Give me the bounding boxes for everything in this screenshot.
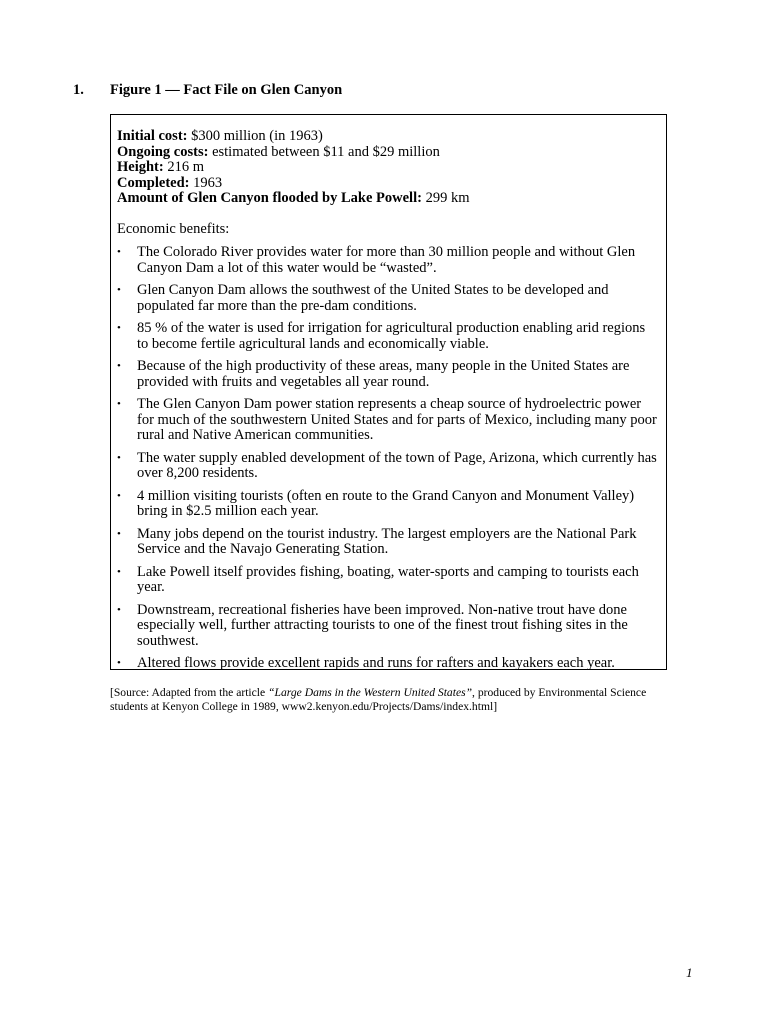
list-item-text: The water supply enabled development of the town of Page, Arizona, which currently has over 8,200 residents. — [137, 449, 657, 481]
fact-height — [117, 160, 658, 176]
fact-label: Ongoing costs: — [117, 143, 209, 160]
bullet-icon: • — [117, 657, 121, 669]
benefits-title: Economic benefits: — [117, 220, 230, 237]
source-prefix: [Source: Adapted from the article — [110, 686, 269, 699]
list-item — [117, 656, 658, 672]
list-item — [117, 359, 658, 390]
fact-label: Completed: — [117, 174, 190, 191]
list-item — [117, 527, 658, 558]
list-item-text: Altered flows provide excellent rapids and runs for rafters and kayakers each year. — [137, 655, 615, 671]
source-article-title: “Large Dams in the Western United States” — [268, 686, 473, 699]
bullet-icon: • — [117, 451, 121, 464]
list-item-text: 4 million visiting tourists (often en route to the Grand Canyon and Monument Valley) bring in $2.5 million each year. — [137, 487, 635, 519]
list-item-text: 85 % of the water is used for irrigation for agricultural production enabling arid regions to become fertile agricultural lands and economically viable. — [137, 320, 646, 352]
source-suffix: , produced by Environmental Science students at Kenyon College in 1989, www2.kenyon.edu/Projects/Dams/index.html] — [110, 686, 647, 713]
list-item-text: Because of the high productivity of these areas, many people in the United States are provided with fruits and vegetables all year round. — [137, 358, 630, 390]
bullet-icon: • — [117, 603, 121, 616]
fact-label: Amount of Glen Canyon flooded by Lake Powell: — [117, 190, 422, 206]
bullet-icon: • — [117, 360, 121, 372]
fact-value: $300 million (in 1963) — [187, 128, 323, 144]
fact-label: Initial cost: — [117, 128, 188, 144]
fact-completed — [117, 176, 658, 192]
list-item — [117, 565, 658, 596]
list-item-text: The Colorado River provides water for more than 30 million people and without Glen Canyon Dam a lot of this water would be “wasted”. — [137, 244, 636, 276]
bullet-icon: • — [117, 246, 121, 258]
bullet-icon: • — [117, 489, 121, 502]
fact-value: 216 m — [163, 159, 204, 175]
fact-ongoing-costs — [117, 145, 658, 161]
fact-value: estimated between $11 and $29 million — [208, 143, 440, 160]
fact-file-box — [110, 114, 667, 670]
bullet-icon: • — [117, 322, 121, 334]
list-item-text: Lake Powell itself provides fishing, boating, water-sports and camping to tourists each year. — [137, 563, 639, 595]
fact-value: 299 km — [421, 190, 470, 206]
fact-initial-cost — [117, 129, 658, 145]
list-item — [117, 321, 658, 352]
fact-list — [117, 129, 658, 207]
question-number: 1. — [73, 82, 84, 98]
list-item — [117, 283, 658, 314]
fact-label: Height: — [117, 159, 164, 175]
bullet-icon: • — [117, 284, 121, 296]
bullet-icon: • — [117, 527, 121, 540]
list-item-text: Downstream, recreational fisheries have been improved. Non-native trout have done especially well, further attracting tourists to one of the finest trout fishing sites in the southwest. — [137, 601, 628, 649]
list-item-text: Glen Canyon Dam allows the southwest of the United States to be developed and populated far more than the pre-dam conditions. — [137, 282, 609, 314]
bullet-icon: • — [117, 565, 121, 578]
page-number: 1 — [686, 965, 693, 980]
list-item — [117, 603, 658, 650]
list-item — [117, 489, 658, 520]
bullet-icon: • — [117, 398, 121, 410]
figure-title: Figure 1 — Fact File on Glen Canyon — [110, 82, 343, 98]
fact-flooded-amount — [117, 191, 658, 207]
list-item — [117, 451, 658, 482]
list-item-text: The Glen Canyon Dam power station represents a cheap source of hydroelectric power for much of the southwestern United States and for parts of Mexico, including many poor rural and Native American communities. — [137, 396, 657, 443]
list-item — [117, 245, 658, 276]
list-item — [117, 397, 658, 444]
benefits-list — [117, 245, 658, 672]
fact-value: 1963 — [189, 174, 223, 191]
list-item-text: Many jobs depend on the tourist industry. The largest employers are the National Park Service and the Navajo Generating Station. — [137, 525, 637, 557]
source-citation — [110, 686, 670, 714]
